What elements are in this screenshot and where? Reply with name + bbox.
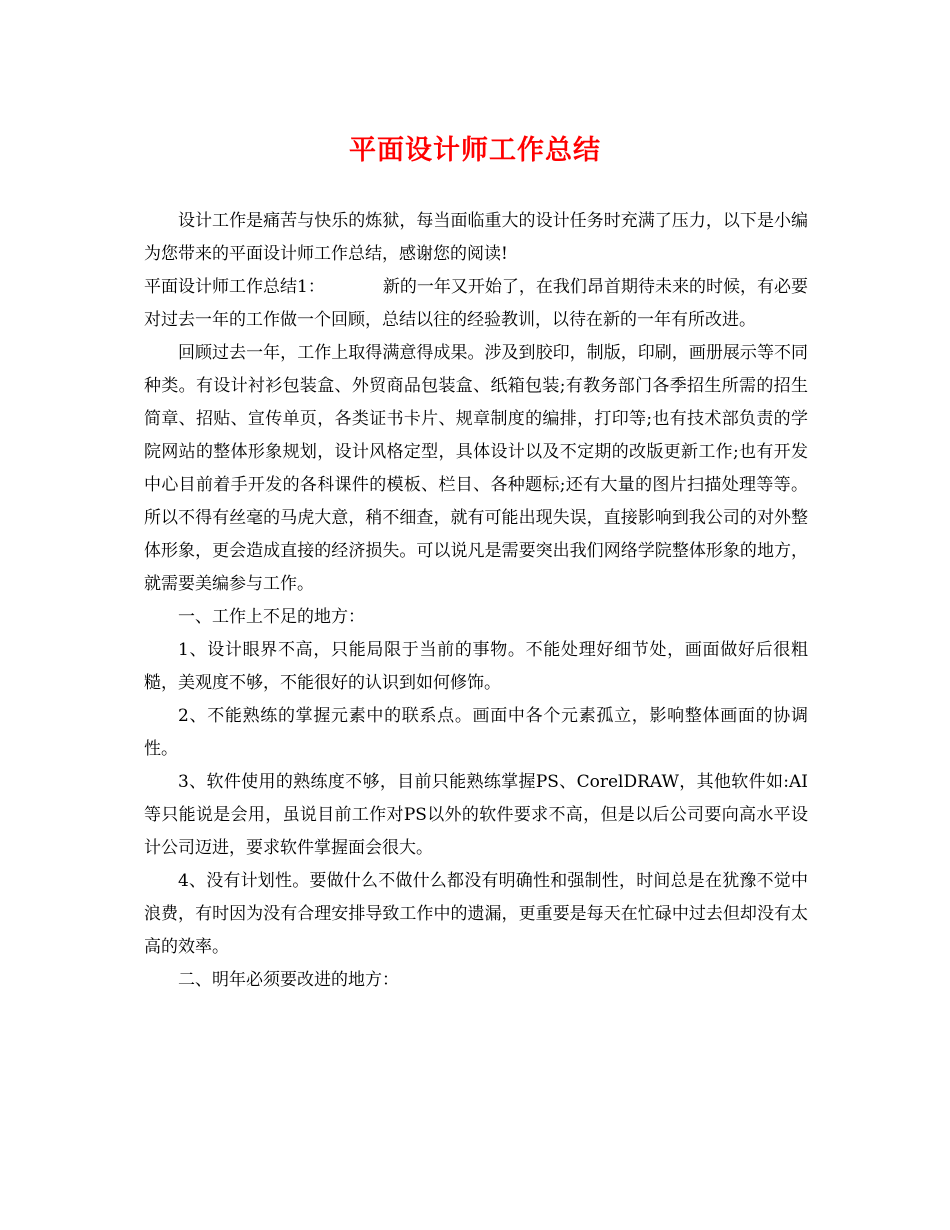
shortcoming-item-4: 4、没有计划性。要做什么不做什么都没有明确性和强制性，时间总是在犹豫不觉中浪费，有时因为没有合理安排导致工作中的遗漏，更重要是每天在忙碌中过去但却没有太高的效率。 [144, 871, 808, 957]
intro-paragraph: 设计工作是痛苦与快乐的炼狱，每当面临重大的设计任务时充满了压力，以下是小编为您带来的平面设计师工作总结，感谢您的阅读! [144, 211, 808, 264]
section-2-heading: 二、明年必须要改进的地方： [178, 970, 399, 990]
shortcoming-item-1: 1、设计眼界不高，只能局限于当前的事物。不能处理好细节处，画面做好后很粗糙，美观度不够，不能很好的认识到如何修饰。 [144, 640, 808, 693]
shortcoming-item-3: 3、软件使用的熟练度不够，目前只能熟练掌握PS、CorelDRAW，其他软件如:AI 等只能说是会用，虽说目前工作对PS以外的软件要求不高，但是以后公司要向高水平设计公司迈进，要求软件掌握面会很大。 [144, 772, 808, 858]
shortcoming-item-2: 2、不能熟练的掌握元素中的联系点。画面中各个元素孤立，影响整体画面的协调性。 [144, 706, 808, 759]
summary-1-paragraph [144, 271, 808, 337]
summary-1-label: 平面设计师工作总结1： [144, 277, 325, 297]
review-paragraph: 回顾过去一年，工作上取得满意得成果。涉及到胶印，制版，印刷，画册展示等不同种类。有设计衬衫包装盒、外贸商品包装盒、纸箱包装;有教务部门各季招生所需的招生简章、招贴、宣传单页，各类证书卡片、规章制度的编排，打印等;也有技术部负责的学院网站的整体形象规划，设计风格定型，具体设计以及不定期的改版更新工作;也有开发中心目前着手开发的各科课件的模板、栏目、各种题标;还有大量的图片扫描处理等等。所以不得有丝毫的马虎大意，稍不细查，就有可能出现失误，直接影响到我公司的对外整体形象，更会造成直接的经济损失。可以说凡是需要突出我们网络学院整体形象的地方，就需要美编参与工作。 [144, 343, 808, 594]
document-body [144, 205, 808, 997]
summary-1-text: 新的一年又开始了，在我们昂首期待未来的时候，有必要对过去一年的工作做一个回顾，总结以往的经验教训，以待在新的一年有所改进。 [144, 277, 808, 330]
document-title: 平面设计师工作总结 [349, 135, 601, 166]
section-1-heading: 一、工作上不足的地方： [178, 607, 365, 627]
